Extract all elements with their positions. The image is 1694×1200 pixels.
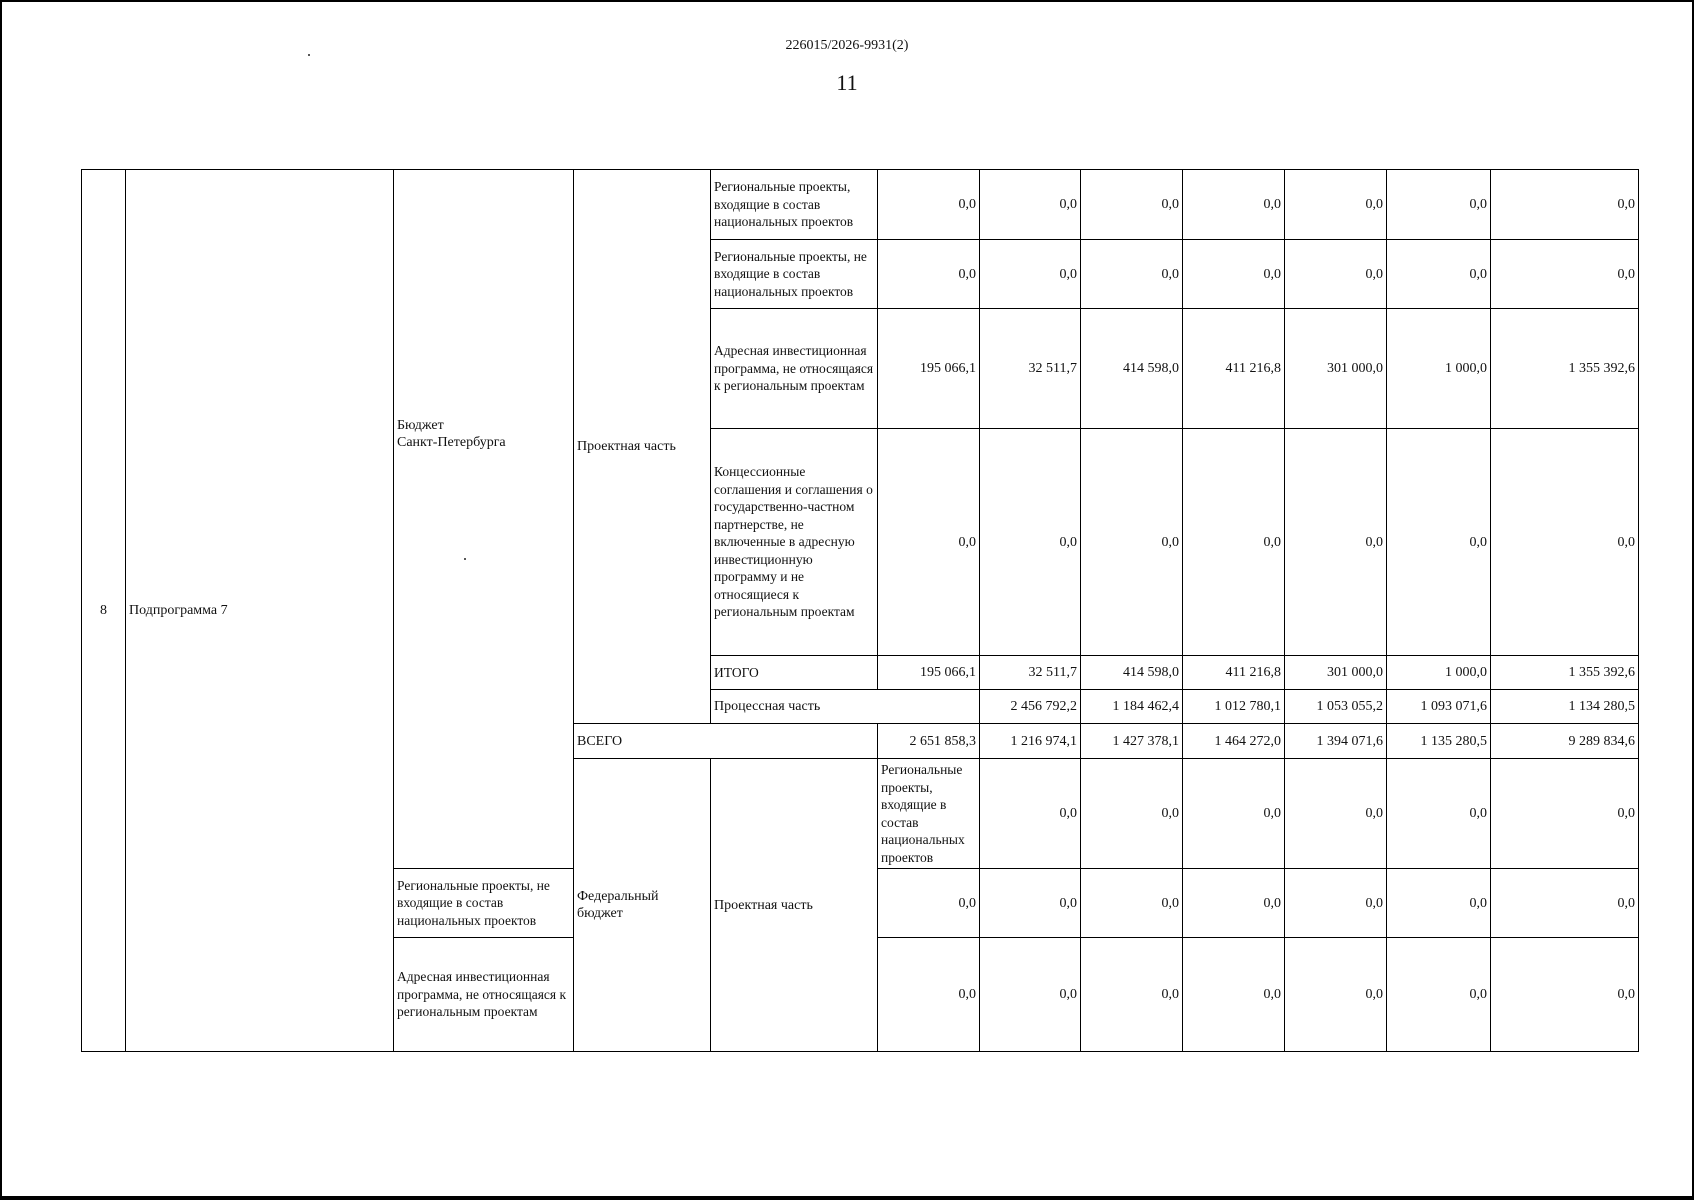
- value-cell: 0,0: [1387, 938, 1491, 1052]
- value-cell: 0,0: [1081, 759, 1183, 869]
- value-cell: 301 000,0: [1285, 656, 1387, 690]
- value-cell: 0,0: [878, 429, 980, 656]
- scan-border-top: [0, 0, 1694, 2]
- row-label: Региональные проекты, не входящие в состав национальных проектов: [711, 240, 878, 309]
- value-cell: 0,0: [1387, 869, 1491, 938]
- value-cell: 1 093 071,6: [1387, 690, 1491, 724]
- value-cell: 0,0: [980, 170, 1081, 240]
- value-cell: 1 053 055,2: [1285, 690, 1387, 724]
- budget-table: [81, 169, 1639, 1052]
- budget-federal-cell: Федеральный бюджет: [574, 759, 711, 1052]
- scan-border-left: [0, 0, 2, 1200]
- value-cell: 1 394 071,6: [1285, 724, 1387, 759]
- page-number: 11: [836, 70, 858, 95]
- value-cell: 0,0: [980, 759, 1081, 869]
- project-part-cell: Проектная часть: [711, 759, 878, 1052]
- value-cell: 1 355 392,6: [1491, 656, 1639, 690]
- value-cell: 0,0: [1183, 869, 1285, 938]
- value-cell: 0,0: [1081, 869, 1183, 938]
- row-label: Региональные проекты, не входящие в состав национальных проектов: [394, 869, 574, 938]
- value-cell: 0,0: [1081, 170, 1183, 240]
- value-cell: 0,0: [1285, 759, 1387, 869]
- value-cell: 414 598,0: [1081, 309, 1183, 429]
- value-cell: 1 216 974,1: [980, 724, 1081, 759]
- row-label: Региональные проекты, входящие в состав национальных проектов: [878, 759, 980, 869]
- value-cell: 1 184 462,4: [1081, 690, 1183, 724]
- row-number-cell: 8: [82, 170, 126, 1052]
- row-label: Адресная инвестиционная программа, не относящаяся к региональным проектам: [394, 938, 574, 1052]
- value-cell: 195 066,1: [878, 309, 980, 429]
- total-label: ВСЕГО: [574, 724, 878, 759]
- value-cell: 0,0: [1285, 240, 1387, 309]
- value-cell: 0,0: [1183, 759, 1285, 869]
- value-cell: 0,0: [1491, 938, 1639, 1052]
- row-label: Адресная инвестиционная программа, не относящаяся к региональным проектам: [711, 309, 878, 429]
- value-cell: 0,0: [1387, 240, 1491, 309]
- value-cell: 1 135 280,5: [1387, 724, 1491, 759]
- value-cell: 0,0: [1081, 429, 1183, 656]
- value-cell: 1 355 392,6: [1491, 309, 1639, 429]
- scan-speck: [308, 54, 310, 56]
- value-cell: 0,0: [1183, 429, 1285, 656]
- value-cell: 0,0: [1491, 759, 1639, 869]
- value-cell: 2 456 792,2: [980, 690, 1081, 724]
- value-cell: 0,0: [980, 240, 1081, 309]
- subprogram-cell: Подпрограмма 7: [126, 170, 394, 1052]
- value-cell: 0,0: [1183, 170, 1285, 240]
- value-cell: 1 000,0: [1387, 309, 1491, 429]
- value-cell: 0,0: [878, 170, 980, 240]
- value-cell: 0,0: [1387, 759, 1491, 869]
- value-cell: 0,0: [1285, 429, 1387, 656]
- value-cell: 1 464 272,0: [1183, 724, 1285, 759]
- value-cell: 1 000,0: [1387, 656, 1491, 690]
- scan-border-bottom: [0, 1196, 1694, 1200]
- budget-spb-cell: Бюджет Санкт-Петербурга: [394, 170, 574, 869]
- row-label: Региональные проекты, входящие в состав национальных проектов: [711, 170, 878, 240]
- project-part-cell: Проектная часть: [574, 170, 711, 724]
- value-cell: 0,0: [1285, 938, 1387, 1052]
- value-cell: 0,0: [1491, 240, 1639, 309]
- value-cell: 0,0: [980, 938, 1081, 1052]
- document-id: 226015/2026-9931(2): [785, 38, 909, 53]
- process-part-label: Процессная часть: [711, 690, 980, 724]
- value-cell: 0,0: [1081, 240, 1183, 309]
- value-cell: 0,0: [878, 938, 980, 1052]
- value-cell: 0,0: [1183, 240, 1285, 309]
- value-cell: 414 598,0: [1081, 656, 1183, 690]
- table-row: [82, 170, 1639, 240]
- value-cell: 1 427 378,1: [1081, 724, 1183, 759]
- value-cell: 32 511,7: [980, 309, 1081, 429]
- value-cell: 0,0: [1285, 170, 1387, 240]
- value-cell: 0,0: [1387, 170, 1491, 240]
- value-cell: 1 012 780,1: [1183, 690, 1285, 724]
- value-cell: 301 000,0: [1285, 309, 1387, 429]
- value-cell: 0,0: [1387, 429, 1491, 656]
- value-cell: 0,0: [1491, 429, 1639, 656]
- value-cell: 411 216,8: [1183, 309, 1285, 429]
- value-cell: 0,0: [1081, 938, 1183, 1052]
- value-cell: 195 066,1: [878, 656, 980, 690]
- value-cell: 411 216,8: [1183, 656, 1285, 690]
- value-cell: 0,0: [878, 869, 980, 938]
- value-cell: 0,0: [1491, 869, 1639, 938]
- row-label: Концессионные соглашения и соглашения о государственно-частном партнерстве, не включенные в адресную инвестиционную программу и не относящиеся к региональным проектам: [711, 429, 878, 656]
- row-label: ИТОГО: [711, 656, 878, 690]
- value-cell: 9 289 834,6: [1491, 724, 1639, 759]
- value-cell: 0,0: [878, 240, 980, 309]
- value-cell: 0,0: [1491, 170, 1639, 240]
- value-cell: 0,0: [1183, 938, 1285, 1052]
- value-cell: 1 134 280,5: [1491, 690, 1639, 724]
- value-cell: 32 511,7: [980, 656, 1081, 690]
- value-cell: 2 651 858,3: [878, 724, 980, 759]
- value-cell: 0,0: [980, 429, 1081, 656]
- value-cell: 0,0: [980, 869, 1081, 938]
- value-cell: 0,0: [1285, 869, 1387, 938]
